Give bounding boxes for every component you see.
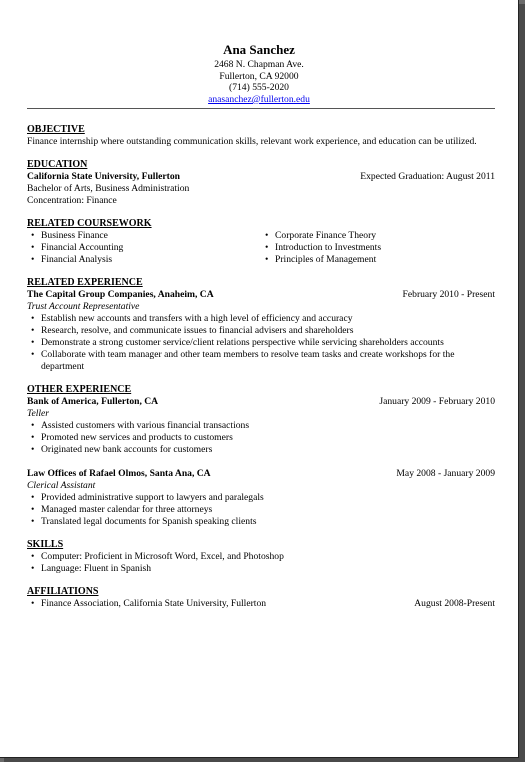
employer-name: Bank of America, Fullerton, CA <box>27 396 159 407</box>
employer-name: Law Offices of Rafael Olmos, Santa Ana, CA <box>27 468 211 479</box>
list-item: • Computer: Proficient in Microsoft Word, Excel, and Photoshop <box>41 551 495 563</box>
list-item: • Finance Association, California State University, Fullerton <box>41 598 266 610</box>
contact-header <box>0 42 518 105</box>
list-item: • Translated legal documents for Spanish speaking clients <box>41 516 495 528</box>
education-heading: EDUCATION <box>27 159 88 170</box>
street-address: 2468 N. Chapman Ave. <box>214 59 304 70</box>
job-title: Trust Account Representative <box>27 301 140 312</box>
list-item: • Originated new bank accounts for customers <box>41 444 495 456</box>
skills-heading: SKILLS <box>27 539 64 550</box>
list-item: • Business Finance <box>41 230 261 242</box>
coursework-heading: RELATED COURSEWORK <box>27 218 152 229</box>
list-item: • Promoted new services and products to customers <box>41 432 495 444</box>
page-shadow-bottom <box>4 758 525 762</box>
list-item: • Language: Fluent in Spanish <box>41 563 495 575</box>
concentration: Concentration: Finance <box>27 195 117 206</box>
list-item: • Demonstrate a strong customer service/client relations perspective while servicing shareholders accounts <box>41 337 495 349</box>
phone-number: (714) 555-2020 <box>229 82 289 94</box>
affiliation-row <box>27 598 495 610</box>
list-item: • Financial Accounting <box>41 242 261 254</box>
graduation-date: Expected Graduation: August 2011 <box>360 171 495 182</box>
list-item: • Financial Analysis <box>41 254 261 266</box>
coursework-right-list <box>261 230 495 266</box>
list-item: • Research, resolve, and communicate issues to financial advisers and shareholders <box>41 325 495 337</box>
degree: Bachelor of Arts, Business Administration <box>27 183 190 194</box>
header-divider <box>27 108 495 109</box>
job-header-row <box>27 396 495 408</box>
objective-text: Finance internship where outstanding communication skills, relevant work experience, and education can be utilized. <box>27 136 477 147</box>
city-state-zip: Fullerton, CA 92000 <box>219 70 299 82</box>
job-title: Clerical Assistant <box>27 480 96 491</box>
job-title: Teller <box>27 408 50 419</box>
job-header-row <box>27 468 495 480</box>
list-item: • Corporate Finance Theory <box>275 230 495 242</box>
skills-list <box>27 551 495 575</box>
job-dates: February 2010 - Present <box>402 289 495 300</box>
list-item: • Establish new accounts and transfers with a high level of efficiency and accuracy <box>41 313 495 325</box>
affiliation-dates: August 2008-Present <box>414 598 495 609</box>
list-item: • Principles of Management <box>275 254 495 266</box>
related-experience-heading: RELATED EXPERIENCE <box>27 277 143 288</box>
education-school-row <box>27 171 495 183</box>
coursework-columns <box>27 230 495 266</box>
objective-heading: OBJECTIVE <box>27 124 85 135</box>
list-item: • Collaborate with team manager and other team members to resolve team tasks and create workshops for the department <box>41 349 495 373</box>
job-duties-list <box>27 313 495 373</box>
list-item: • Introduction to Investments <box>275 242 495 254</box>
other-experience-heading: OTHER EXPERIENCE <box>27 384 132 395</box>
list-item: • Managed master calendar for three attorneys <box>41 504 495 516</box>
spacer <box>27 456 495 468</box>
resume-body <box>27 124 495 610</box>
list-item: • Assisted customers with various financial transactions <box>41 420 495 432</box>
job-dates: January 2009 - February 2010 <box>379 396 495 407</box>
list-item: • Provided administrative support to lawyers and paralegals <box>41 492 495 504</box>
coursework-left-list <box>27 230 261 266</box>
applicant-name: Ana Sanchez <box>223 42 295 57</box>
job-duties-list <box>27 492 495 528</box>
affiliations-heading: AFFILIATIONS <box>27 586 99 597</box>
job-dates: May 2008 - January 2009 <box>396 468 495 479</box>
job-duties-list <box>27 420 495 456</box>
page-shadow-right <box>519 4 525 762</box>
school-name: California State University, Fullerton <box>27 171 180 182</box>
job-header-row <box>27 289 495 301</box>
employer-name: The Capital Group Companies, Anaheim, CA <box>27 289 214 300</box>
affiliations-list <box>27 598 266 610</box>
email-link[interactable]: anasanchez@fullerton.edu <box>208 93 310 105</box>
